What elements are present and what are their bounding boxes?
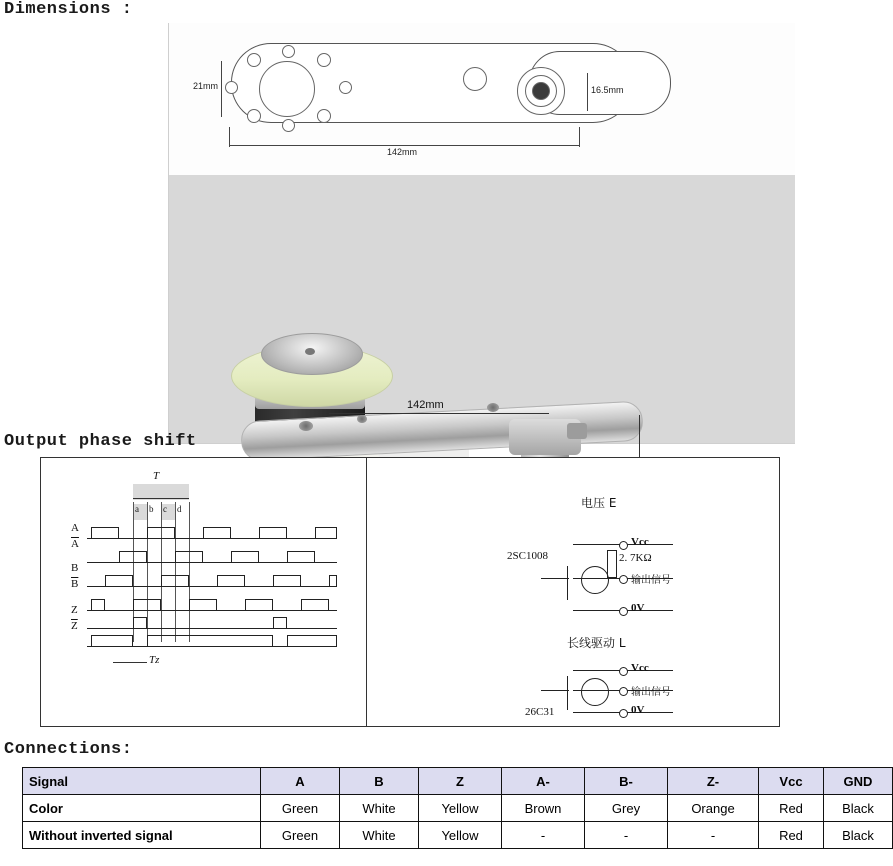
- row-label-color: Color: [23, 795, 261, 822]
- shaft-bore-inner: [532, 82, 550, 100]
- wave-label-z: Z: [71, 604, 78, 616]
- circuit1-transistor: [581, 566, 609, 594]
- phase-marker-c: c: [163, 504, 167, 514]
- guide-tick: [175, 502, 176, 642]
- cell-noninv-b-inv: -: [585, 822, 668, 849]
- circuit-title-voltage: 电压 E: [581, 496, 617, 510]
- bolt-hole: [317, 53, 331, 67]
- wave-pulse-z-inv: [91, 635, 133, 646]
- period-label: T: [153, 470, 160, 482]
- wave-pulse-a: [203, 527, 231, 538]
- figure-divider: [366, 458, 367, 726]
- bolt-hole: [225, 81, 238, 94]
- wave-pulse-z-inv: [287, 635, 337, 646]
- wave-baseline-a: [87, 538, 337, 539]
- cell-color-a-inv: Brown: [502, 795, 585, 822]
- wave-pulse-b-inv: [301, 599, 329, 610]
- dim-line-left: [221, 61, 222, 117]
- cell-noninv-vcc: Red: [759, 822, 824, 849]
- circuit2-vcc-terminal: [619, 667, 628, 676]
- guide-tick: [161, 502, 162, 642]
- column-header-a-inv: A-: [502, 768, 585, 795]
- wave-pulse-z: [133, 617, 147, 628]
- circuit1-device-label: 2SC1008: [507, 550, 548, 562]
- dim-ext-left: [229, 127, 230, 147]
- table-row: [23, 822, 893, 849]
- photo-arm-hole: [357, 415, 367, 423]
- bolt-hole: [247, 109, 261, 123]
- guide-tick: [189, 502, 190, 642]
- circuit2-output-label: 输出信号: [631, 687, 671, 698]
- wave-baseline-a-inv: [87, 562, 337, 563]
- circuit1-vcc-label: Vcc: [631, 536, 649, 548]
- cell-color-vcc: Red: [759, 795, 824, 822]
- wave-pulse-b-inv: [91, 599, 105, 610]
- photo-label-arm-length: 142mm: [407, 399, 444, 411]
- photo-arm-hole: [487, 403, 499, 412]
- phase-marker-d: d: [177, 504, 182, 514]
- photo-arm-hole: [299, 421, 313, 431]
- circuit-title-linedriver: 长线驱动 L: [567, 636, 626, 650]
- technical-drawing: [169, 23, 795, 175]
- cell-noninv-b: White: [340, 822, 419, 849]
- column-header-b-inv: B-: [585, 768, 668, 795]
- circuit2-vcc-label: Vcc: [631, 662, 649, 674]
- bolt-hole: [247, 53, 261, 67]
- wave-pulse-a: [315, 527, 337, 538]
- circuit1-resistor-value: 2. 7KΩ: [619, 552, 652, 564]
- bolt-hole: [317, 109, 331, 123]
- circuit2-transistor: [581, 678, 609, 706]
- cell-noninv-z: Yellow: [419, 822, 502, 849]
- wave-pulse-a: [147, 527, 175, 538]
- circuit1-out-terminal: [619, 575, 628, 584]
- wave-baseline-b: [87, 586, 337, 587]
- dim-label-overall-length: 142mm: [387, 147, 418, 157]
- waveform-diagram: [71, 470, 337, 666]
- wave-pulse-z: [273, 617, 287, 628]
- wave-label-a-inv: $\overline{A}$: [71, 538, 79, 550]
- circuit2-gnd-label: 0V: [631, 704, 645, 716]
- circuit2-out-terminal: [619, 687, 628, 696]
- cell-noninv-z-inv: -: [668, 822, 759, 849]
- cell-color-a: Green: [261, 795, 340, 822]
- circuit1-vcc-terminal: [619, 541, 628, 550]
- phase-shift-section: [0, 432, 794, 727]
- mid-hole: [463, 67, 487, 91]
- wave-baseline-z: [87, 628, 337, 629]
- wave-label-z-inv: $\overline{Z}$: [71, 620, 78, 632]
- circuit2-input-wire: [541, 690, 569, 691]
- table-row: [23, 795, 893, 822]
- dimensions-section: [0, 0, 794, 444]
- connections-title: Connections:: [4, 740, 133, 759]
- phase-marker-a: a: [135, 504, 139, 514]
- tz-line: [113, 662, 147, 663]
- wave-pulse-a-inv: [231, 551, 259, 562]
- cell-color-b-inv: Grey: [585, 795, 668, 822]
- photo-dim-line-arm: [329, 413, 549, 414]
- circuit2-base-wire: [567, 676, 568, 710]
- dimensions-title: Dimensions :: [4, 0, 133, 19]
- bolt-hole: [282, 119, 295, 132]
- wave-pulse-a-inv: [287, 551, 315, 562]
- row-label-without-inverted: Without inverted signal: [23, 822, 261, 849]
- cell-noninv-a: Green: [261, 822, 340, 849]
- guide-tick: [147, 502, 148, 642]
- column-header-signal: Signal: [23, 768, 261, 795]
- circuit-diagrams: [381, 458, 779, 726]
- cell-noninv-a-inv: -: [502, 822, 585, 849]
- table-header-row: [23, 768, 893, 795]
- dim-line-right: [587, 73, 588, 111]
- circuit1-base-wire: [567, 566, 568, 600]
- cell-color-b: White: [340, 795, 419, 822]
- wave-label-b: B: [71, 562, 79, 574]
- wave-label-b-inv: $\overline{B}$: [71, 578, 79, 590]
- wave-pulse-b: [105, 575, 133, 586]
- bolt-hole: [282, 45, 295, 58]
- wave-label-a: A: [71, 522, 79, 534]
- column-header-gnd: GND: [824, 768, 893, 795]
- wave-pulse-a: [91, 527, 119, 538]
- wave-pulse-a-inv: [119, 551, 147, 562]
- wave-pulse-b: [329, 575, 337, 586]
- circuit1-gnd-terminal: [619, 607, 628, 616]
- cell-noninv-gnd: Black: [824, 822, 893, 849]
- connections-section: [0, 740, 874, 849]
- circuit1-resistor: [607, 550, 617, 578]
- wave-pulse-b-inv: [133, 599, 161, 610]
- circuit1-gnd-label: 0V: [631, 602, 645, 614]
- dim-line-length: [229, 145, 579, 146]
- circuit2-gnd-terminal: [619, 709, 628, 718]
- wave-baseline-b-inv: [87, 610, 337, 611]
- circuit1-input-wire: [541, 578, 569, 579]
- wave-pulse-b-inv: [245, 599, 273, 610]
- photo-wheel-screw: [305, 348, 315, 355]
- column-header-z: Z: [419, 768, 502, 795]
- phase-shift-figure: [40, 457, 780, 727]
- dim-label-left-height: 21mm: [193, 81, 219, 91]
- wave-pulse-z-inv: [147, 635, 273, 646]
- phase-marker-b: b: [149, 504, 154, 514]
- bolt-hole: [339, 81, 352, 94]
- dim-label-right-height: 16.5mm: [591, 85, 624, 95]
- wave-pulse-a-inv: [175, 551, 203, 562]
- column-header-b: B: [340, 768, 419, 795]
- wave-pulse-b: [161, 575, 189, 586]
- column-header-vcc: Vcc: [759, 768, 824, 795]
- circuit2-device-label: 26C31: [525, 706, 555, 718]
- circuit1-output-label: 输出信号: [631, 575, 671, 586]
- wave-pulse-b-inv: [189, 599, 217, 610]
- wave-baseline-z-inv: [87, 646, 337, 647]
- wave-pulse-b: [273, 575, 301, 586]
- connections-table: [22, 767, 893, 849]
- cell-color-z-inv: Orange: [668, 795, 759, 822]
- product-photo: [169, 175, 795, 443]
- wave-pulse-b: [217, 575, 245, 586]
- phase-shift-title: Output phase shift: [4, 432, 197, 451]
- dimensions-figure: [168, 23, 795, 444]
- tz-label: Tz: [149, 654, 160, 666]
- hub-bore: [259, 61, 315, 117]
- cell-color-z: Yellow: [419, 795, 502, 822]
- cell-color-gnd: Black: [824, 795, 893, 822]
- column-header-a: A: [261, 768, 340, 795]
- wave-pulse-a: [259, 527, 287, 538]
- column-header-z-inv: Z-: [668, 768, 759, 795]
- period-line: [133, 498, 189, 499]
- dim-ext-right: [579, 127, 580, 147]
